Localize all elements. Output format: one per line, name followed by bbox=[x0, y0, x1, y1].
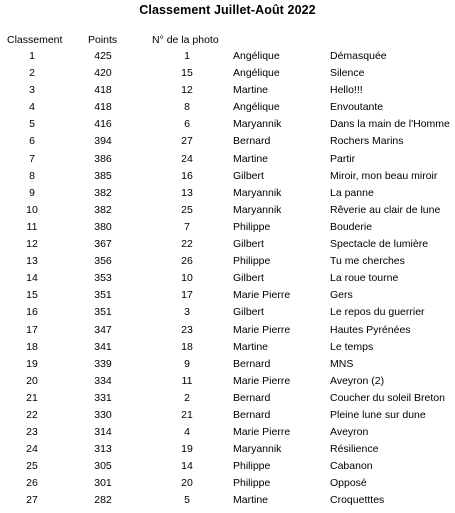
rank-cell: 6 bbox=[29, 135, 35, 148]
points-cell: 380 bbox=[94, 220, 112, 233]
photo-number-cell: 18 bbox=[181, 340, 193, 353]
photo-title-cell: Dans la main de l'Homme bbox=[330, 118, 450, 131]
rank-cell: 20 bbox=[26, 374, 38, 387]
table-row bbox=[0, 444, 455, 461]
points-cell: 386 bbox=[94, 152, 112, 165]
photo-title-cell: Résilience bbox=[330, 443, 379, 456]
table-row bbox=[0, 136, 455, 153]
rank-cell: 9 bbox=[29, 186, 35, 199]
photo-title-cell: Silence bbox=[330, 67, 365, 80]
table-row bbox=[0, 290, 455, 307]
rank-cell: 23 bbox=[26, 426, 38, 439]
author-cell: Marie Pierre bbox=[233, 426, 291, 439]
table-row bbox=[0, 68, 455, 85]
table-row bbox=[0, 154, 455, 171]
author-cell: Maryannik bbox=[233, 203, 282, 216]
photo-title-cell: Pleine lune sur dune bbox=[330, 408, 426, 421]
table-row bbox=[0, 376, 455, 393]
rank-cell: 7 bbox=[29, 152, 35, 165]
rank-cell: 11 bbox=[26, 220, 38, 233]
photo-title-cell: Aveyron bbox=[330, 426, 369, 439]
ranking-table-body bbox=[0, 51, 455, 513]
table-row bbox=[0, 410, 455, 427]
points-cell: 394 bbox=[94, 135, 112, 148]
photo-title-cell: Hello!!! bbox=[330, 84, 363, 97]
points-cell: 385 bbox=[94, 169, 112, 182]
rank-cell: 18 bbox=[26, 340, 38, 353]
photo-number-cell: 2 bbox=[184, 391, 190, 404]
table-row bbox=[0, 273, 455, 290]
author-cell: Philippe bbox=[233, 255, 271, 268]
points-cell: 313 bbox=[94, 443, 112, 456]
rank-cell: 24 bbox=[26, 443, 38, 456]
table-row bbox=[0, 222, 455, 239]
photo-title-cell: Miroir, mon beau miroir bbox=[330, 169, 438, 182]
page-title: Classement Juillet-Août 2022 bbox=[139, 3, 316, 17]
points-cell: 418 bbox=[94, 84, 112, 97]
photo-number-cell: 22 bbox=[181, 238, 193, 251]
photo-number-cell: 17 bbox=[181, 289, 193, 302]
photo-number-cell: 23 bbox=[181, 323, 193, 336]
rank-cell: 12 bbox=[26, 238, 38, 251]
author-cell: Martine bbox=[233, 84, 269, 97]
points-cell: 367 bbox=[94, 238, 112, 251]
author-cell: Gilbert bbox=[233, 169, 264, 182]
photo-title-cell: Envoutante bbox=[330, 101, 384, 114]
photo-number-cell: 1 bbox=[184, 50, 190, 62]
author-cell: Marie Pierre bbox=[233, 289, 291, 302]
photo-number-cell: 14 bbox=[181, 460, 193, 473]
photo-number-cell: 26 bbox=[181, 255, 193, 268]
table-row bbox=[0, 51, 455, 68]
table-row bbox=[0, 307, 455, 324]
photo-title-cell: Le temps bbox=[330, 340, 374, 353]
author-cell: Marie Pierre bbox=[233, 323, 291, 336]
photo-title-cell: Aveyron (2) bbox=[330, 374, 385, 387]
author-cell: Gilbert bbox=[233, 272, 264, 285]
photo-title-cell: Spectacle de lumière bbox=[330, 238, 429, 251]
photo-number-cell: 3 bbox=[184, 306, 190, 319]
table-row bbox=[0, 342, 455, 359]
points-cell: 420 bbox=[94, 67, 112, 80]
rank-cell: 2 bbox=[29, 67, 35, 80]
author-cell: Marie Pierre bbox=[233, 374, 291, 387]
photo-number-cell: 11 bbox=[181, 374, 193, 387]
author-cell: Philippe bbox=[233, 460, 271, 473]
author-cell: Philippe bbox=[233, 477, 271, 490]
header-points: Points bbox=[88, 34, 118, 46]
points-cell: 353 bbox=[94, 272, 112, 285]
photo-title-cell: Le repos du guerrier bbox=[330, 306, 425, 319]
photo-number-cell: 8 bbox=[184, 101, 190, 114]
photo-title-cell: MNS bbox=[330, 357, 354, 370]
author-cell: Bernard bbox=[233, 357, 271, 370]
photo-number-cell: 19 bbox=[181, 443, 193, 456]
photo-number-cell: 27 bbox=[181, 135, 193, 148]
table-row bbox=[0, 119, 455, 136]
table-row bbox=[0, 85, 455, 102]
author-cell: Angélique bbox=[233, 67, 280, 80]
table-row bbox=[0, 478, 455, 495]
table-row bbox=[0, 102, 455, 119]
photo-number-cell: 16 bbox=[181, 169, 193, 182]
points-cell: 341 bbox=[94, 340, 112, 353]
points-cell: 382 bbox=[94, 186, 112, 199]
table-row bbox=[0, 359, 455, 376]
photo-title-cell: Hautes Pyrénées bbox=[330, 323, 411, 336]
photo-title-cell: Coucher du soleil Breton bbox=[330, 391, 445, 404]
table-row bbox=[0, 205, 455, 222]
header-rank: Classement bbox=[7, 34, 63, 46]
points-cell: 301 bbox=[94, 477, 112, 490]
points-cell: 282 bbox=[94, 494, 112, 507]
author-cell: Bernard bbox=[233, 135, 271, 148]
author-cell: Gilbert bbox=[233, 306, 264, 319]
author-cell: Gilbert bbox=[233, 238, 264, 251]
table-row bbox=[0, 239, 455, 256]
photo-number-cell: 15 bbox=[181, 67, 193, 80]
rank-cell: 8 bbox=[29, 169, 35, 182]
author-cell: Martine bbox=[233, 494, 269, 507]
photo-number-cell: 21 bbox=[181, 408, 193, 421]
author-cell: Martine bbox=[233, 152, 269, 165]
rank-cell: 17 bbox=[26, 323, 38, 336]
photo-title-cell: Cabanon bbox=[330, 460, 373, 473]
author-cell: Maryannik bbox=[233, 443, 282, 456]
points-cell: 314 bbox=[94, 426, 112, 439]
rank-cell: 26 bbox=[26, 477, 38, 490]
table-row bbox=[0, 256, 455, 273]
photo-number-cell: 13 bbox=[181, 186, 193, 199]
photo-title-cell: Opposé bbox=[330, 477, 367, 490]
rank-cell: 5 bbox=[29, 118, 35, 131]
rank-cell: 15 bbox=[26, 289, 38, 302]
author-cell: Bernard bbox=[233, 391, 271, 404]
points-cell: 418 bbox=[94, 101, 112, 114]
rank-cell: 16 bbox=[26, 306, 38, 319]
rank-cell: 21 bbox=[26, 391, 38, 404]
author-cell: Maryannik bbox=[233, 118, 282, 131]
rank-cell: 27 bbox=[26, 494, 38, 507]
photo-number-cell: 25 bbox=[181, 203, 193, 216]
photo-number-cell: 12 bbox=[181, 84, 193, 97]
table-row bbox=[0, 393, 455, 410]
photo-title-cell: Gers bbox=[330, 289, 353, 302]
photo-title-cell: Rochers Marins bbox=[330, 135, 404, 148]
table-row bbox=[0, 461, 455, 478]
photo-number-cell: 24 bbox=[181, 152, 193, 165]
points-cell: 347 bbox=[94, 323, 112, 336]
rank-cell: 10 bbox=[26, 203, 38, 216]
photo-title-cell: Croquetttes bbox=[330, 494, 385, 507]
photo-title-cell: Tu me cherches bbox=[330, 255, 405, 268]
author-cell: Angélique bbox=[233, 50, 280, 62]
rank-cell: 13 bbox=[26, 255, 38, 268]
author-cell: Philippe bbox=[233, 220, 271, 233]
table-row bbox=[0, 171, 455, 188]
table-row bbox=[0, 427, 455, 444]
table-row bbox=[0, 325, 455, 342]
photo-number-cell: 10 bbox=[181, 272, 193, 285]
photo-number-cell: 7 bbox=[184, 220, 190, 233]
author-cell: Bernard bbox=[233, 408, 271, 421]
table-header bbox=[0, 34, 455, 48]
author-cell: Maryannik bbox=[233, 186, 282, 199]
photo-number-cell: 4 bbox=[184, 426, 190, 439]
header-photo-number: N° de la photo bbox=[152, 34, 219, 46]
points-cell: 334 bbox=[94, 374, 112, 387]
rank-cell: 25 bbox=[26, 460, 38, 473]
photo-number-cell: 9 bbox=[184, 357, 190, 370]
points-cell: 330 bbox=[94, 408, 112, 421]
photo-title-cell: La panne bbox=[330, 186, 374, 199]
photo-title-cell: Démasquée bbox=[330, 50, 387, 62]
rank-cell: 1 bbox=[29, 50, 35, 62]
photo-number-cell: 6 bbox=[184, 118, 190, 131]
rank-cell: 4 bbox=[29, 101, 35, 114]
photo-title-cell: Partir bbox=[330, 152, 356, 165]
photo-title-cell: Bouderie bbox=[330, 220, 373, 233]
points-cell: 305 bbox=[94, 460, 112, 473]
author-cell: Angélique bbox=[233, 101, 280, 114]
points-cell: 356 bbox=[94, 255, 112, 268]
points-cell: 425 bbox=[94, 50, 112, 62]
points-cell: 331 bbox=[94, 391, 112, 404]
photo-number-cell: 5 bbox=[184, 494, 190, 507]
photo-title-cell: Rêverie au clair de lune bbox=[330, 203, 441, 216]
points-cell: 351 bbox=[94, 306, 112, 319]
rank-cell: 3 bbox=[29, 84, 35, 97]
points-cell: 382 bbox=[94, 203, 112, 216]
table-row bbox=[0, 495, 455, 512]
photo-number-cell: 20 bbox=[181, 477, 193, 490]
points-cell: 339 bbox=[94, 357, 112, 370]
table-row bbox=[0, 188, 455, 205]
rank-cell: 22 bbox=[26, 408, 38, 421]
rank-cell: 19 bbox=[26, 357, 38, 370]
points-cell: 351 bbox=[94, 289, 112, 302]
points-cell: 416 bbox=[94, 118, 112, 131]
photo-title-cell: La roue tourne bbox=[330, 272, 399, 285]
rank-cell: 14 bbox=[26, 272, 38, 285]
author-cell: Martine bbox=[233, 340, 269, 353]
